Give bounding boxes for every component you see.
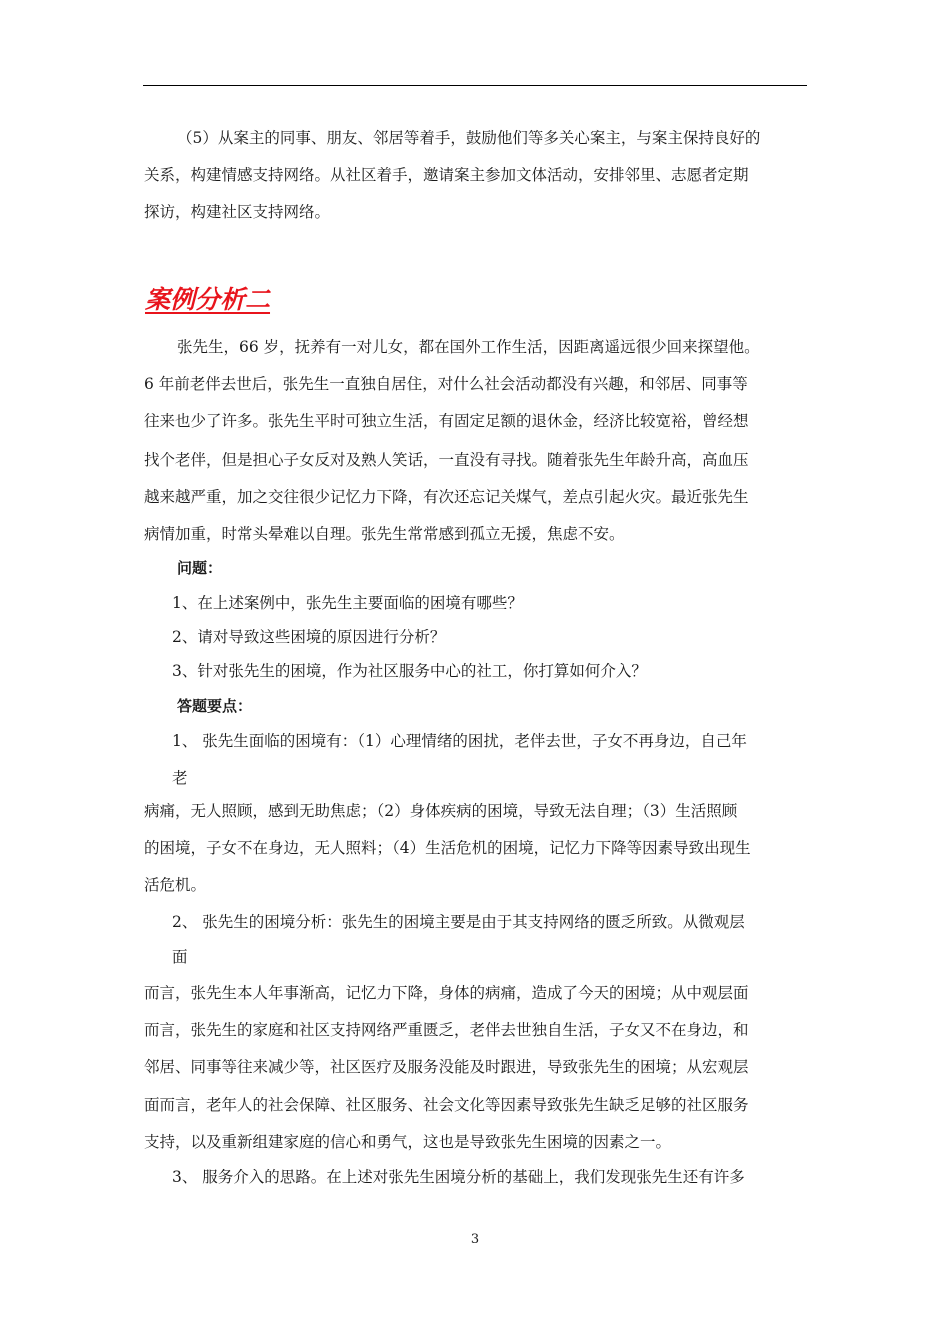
question-2: 2、请对导致这些困境的原因进行分析？ [172, 628, 446, 646]
case-line-2: 往来也少了许多。张先生平时可独立生活，有固定足额的退休金，经济比较宽裕，曾经想 [144, 412, 749, 430]
header-rule [143, 85, 807, 86]
a2-line-0: 2、 张先生的困境分析：张先生的困境主要是由于其支持网络的匮乏所致。从微观层 [172, 913, 745, 931]
a1-line-0: 1、 张先生面临的困境有：（1）心理情绪的困扰，老伴去世，子女不再身边，自己年 [172, 732, 747, 750]
questions-heading: 问题： [177, 559, 223, 577]
a1-line-1: 老 [172, 769, 188, 787]
s1-line-2: 探访，构建社区支持网络。 [144, 203, 331, 221]
a3-line-0: 3、 服务介入的思路。在上述对张先生困境分析的基础上，我们发现张先生还有许多 [172, 1168, 745, 1186]
a2-line-6: 支持，以及重新组建家庭的信心和勇气，这也是导致张先生困境的因素之一。 [144, 1133, 672, 1151]
answers-heading: 答题要点： [177, 697, 253, 715]
case-title: 案例分析二 [145, 285, 271, 314]
case-line-0: 张先生，66 岁，抚养有一对儿女，都在国外工作生活，因距离遥远很少回来探望他。 [177, 338, 760, 356]
a1-line-4: 活危机。 [144, 876, 207, 894]
a2-line-4: 邻居、同事等往来减少等，社区医疗及服务没能及时跟进，导致张先生的困境；从宏观层 [144, 1058, 749, 1076]
case-line-5: 病情加重，时常头晕难以自理。张先生常常感到孤立无援，焦虑不安。 [144, 525, 625, 543]
a1-line-2: 病痛，无人照顾，感到无助焦虑；（2）身体疾病的困境，导致无法自理；（3）生活照顾 [144, 802, 738, 820]
case-line-3: 找个老伴，但是担心子女反对及熟人笑话，一直没有寻找。随着张先生年龄升高，高血压 [144, 451, 749, 469]
a1-line-3: 的困境，子女不在身边，无人照料；（4）生活危机的困境，记忆力下降等因素导致出现生 [144, 839, 751, 857]
case-line-1: 6 年前老伴去世后，张先生一直独自居住，对什么社会活动都没有兴趣，和邻居、同事等 [144, 375, 748, 393]
a2-line-5: 面而言，老年人的社会保障、社区服务、社会文化等因素导致张先生缺乏足够的社区服务 [144, 1096, 749, 1114]
a2-line-2: 而言，张先生本人年事渐高，记忆力下降，身体的病痛，造成了今天的困境；从中观层面 [144, 984, 749, 1002]
a2-line-3: 而言，张先生的家庭和社区支持网络严重匮乏，老伴去世独自生活，子女又不在身边，和 [144, 1021, 749, 1039]
case-line-4: 越来越严重，加之交往很少记忆力下降，有次还忘记关煤气，差点引起火灾。最近张先生 [144, 488, 749, 506]
question-1: 1、在上述案例中，张先生主要面临的困境有哪些？ [172, 594, 523, 612]
a2-line-1: 面 [172, 948, 188, 966]
page-number: 3 [470, 1232, 480, 1247]
s1-line-1: 关系，构建情感支持网络。从社区着手，邀请案主参加文体活动，安排邻里、志愿者定期 [144, 166, 749, 184]
s1-line-0: （5）从案主的同事、朋友、邻居等着手，鼓励他们等多关心案主，与案主保持良好的 [177, 129, 761, 147]
question-3: 3、针对张先生的困境，作为社区服务中心的社工，你打算如何介入？ [172, 662, 647, 680]
